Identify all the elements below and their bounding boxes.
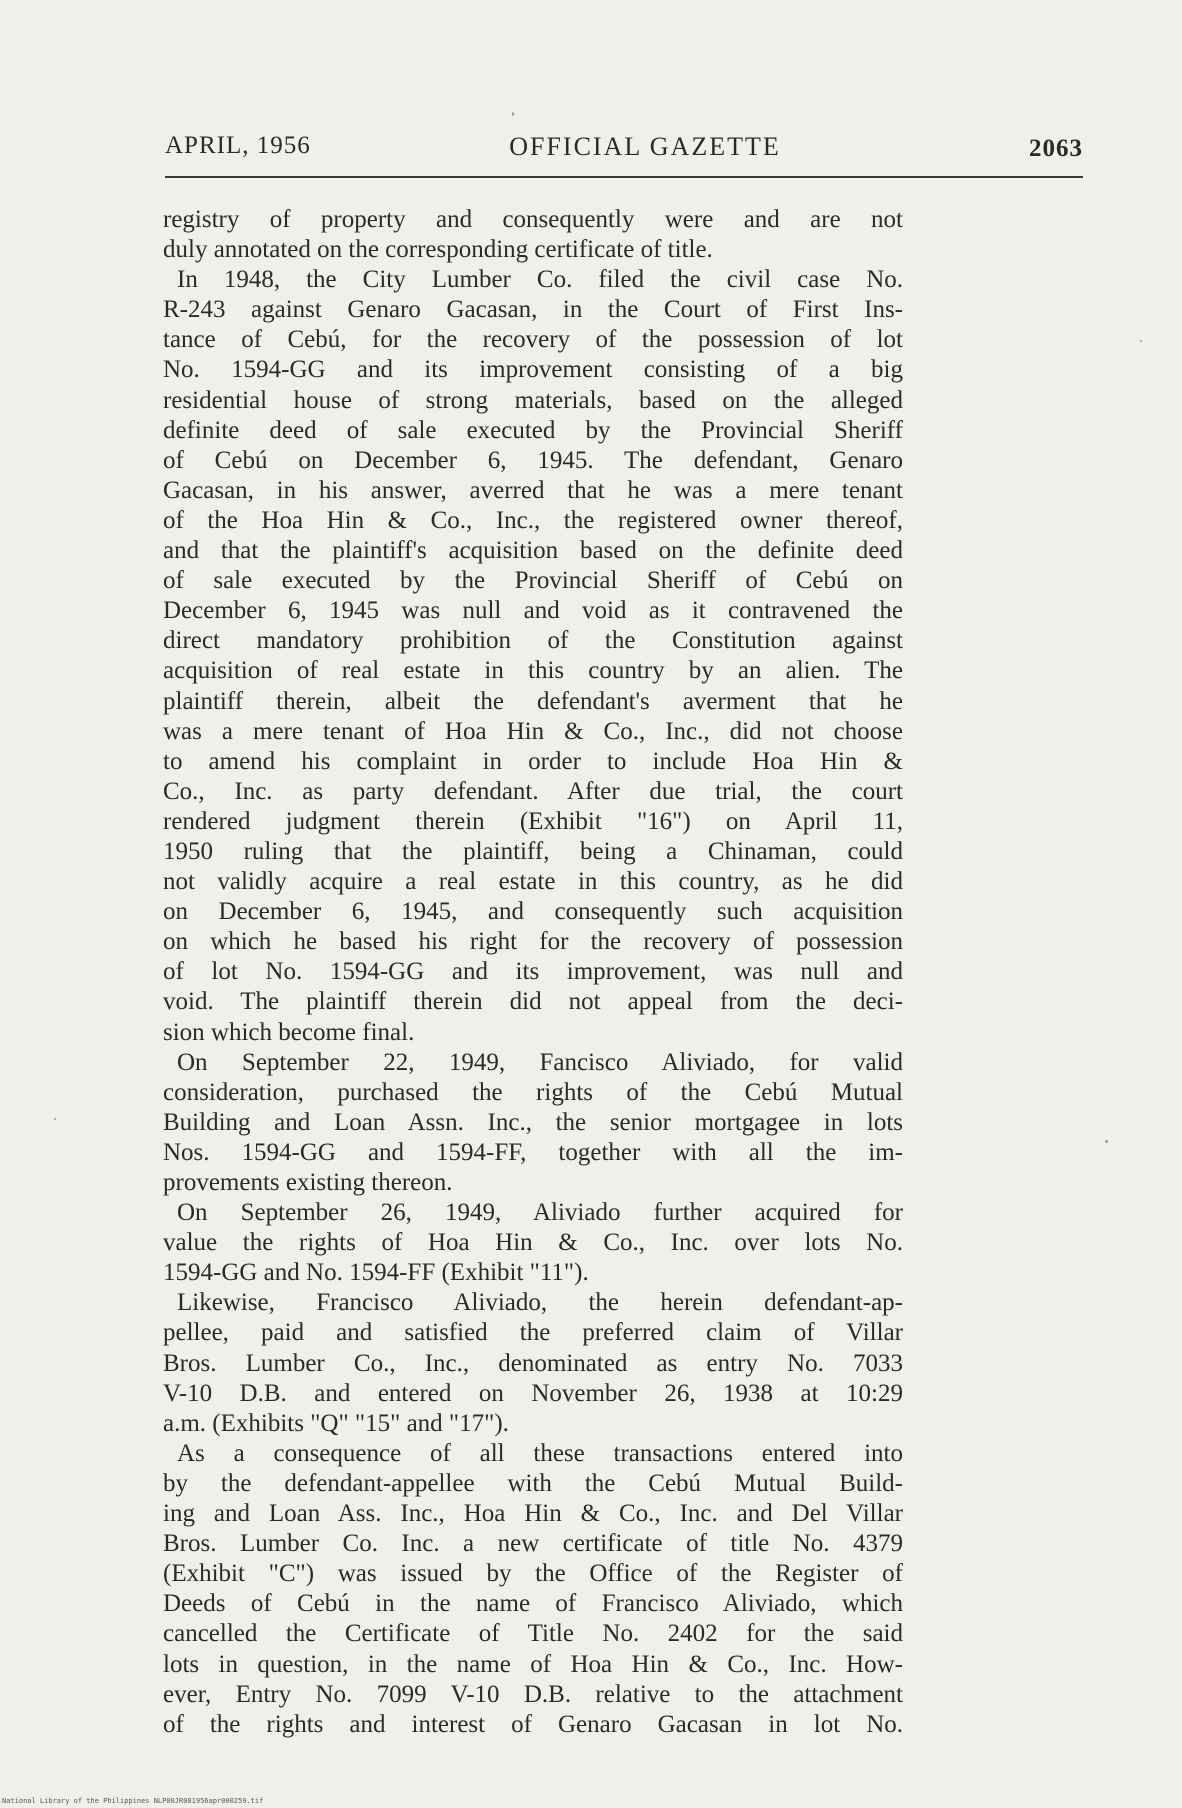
- text-line: of sale executed by the Provincial Sheriff of Cebú on: [163, 567, 903, 595]
- text-line: not validly acquire a real estate in this country, as he did: [163, 868, 903, 896]
- text-line: R-243 against Genaro Gacasan, in the Court of First Ins-: [163, 296, 903, 324]
- text-line: sion which become final.: [163, 1018, 415, 1046]
- text-line: cancelled the Certificate of Title No. 2402 for the said: [163, 1620, 903, 1648]
- text-line: Bros. Lumber Co. Inc. a new certificate of title No. 4379: [163, 1530, 903, 1558]
- text-line: on December 6, 1945, and consequently such acquisition: [163, 898, 903, 926]
- text-line: tance of Cebú, for the recovery of the possession of lot: [163, 326, 903, 354]
- text-line: and that the plaintiff's acquisition based on the definite deed: [163, 537, 903, 565]
- text-line: As a consequence of all these transactions entered into: [177, 1439, 903, 1467]
- text-line: was a mere tenant of Hoa Hin & Co., Inc., did not choose: [163, 717, 903, 745]
- text-line: Likewise, Francisco Aliviado, the herein defendant-ap-: [177, 1289, 903, 1317]
- text-line: ing and Loan Ass. Inc., Hoa Hin & Co., Inc. and Del Villar: [163, 1500, 903, 1528]
- text-line: December 6, 1945 was null and void as it contravened the: [163, 597, 903, 625]
- text-line: registry of property and consequently were and are not: [163, 206, 903, 233]
- text-line: In 1948, the City Lumber Co. filed the civil case No.: [177, 266, 903, 294]
- text-line: provements existing thereon.: [163, 1169, 453, 1196]
- text-line: by the defendant-appellee with the Cebú Mutual Build-: [163, 1469, 903, 1497]
- text-line: on which he based his right for the recovery of possession: [163, 928, 903, 956]
- text-line: rendered judgment therein (Exhibit "16") on April 11,: [163, 807, 903, 835]
- text-line: No. 1594-GG and its improvement consisting of a big: [163, 356, 903, 384]
- text-line: of the rights and interest of Genaro Gacasan in lot No.: [163, 1710, 903, 1738]
- text-line: definite deed of sale executed by the Provincial Sheriff: [163, 416, 903, 444]
- text-line: pellee, paid and satisfied the preferred claim of Villar: [163, 1319, 903, 1347]
- header-rule: [165, 176, 1083, 178]
- page-header: [165, 132, 1083, 172]
- text-line: Building and Loan Assn. Inc., the senior mortgagee in lots: [163, 1108, 903, 1136]
- text-line: lots in question, in the name of Hoa Hin & Co., Inc. How-: [163, 1650, 903, 1678]
- text-line: 1950 ruling that the plaintiff, being a Chinaman, could: [163, 837, 903, 865]
- body-text: [163, 205, 903, 1740]
- header-title: OFFICIAL GAZETTE: [509, 132, 781, 161]
- text-line: Gacasan, in his answer, averred that he was a mere tenant: [163, 476, 903, 504]
- text-line: direct mandatory prohibition of the Constitution against: [163, 627, 903, 655]
- text-line: a.m. (Exhibits "Q" "15" and "17").: [163, 1409, 509, 1437]
- text-line: to amend his complaint in order to include Hoa Hin &: [163, 747, 903, 775]
- text-line: value the rights of Hoa Hin & Co., Inc. over lots No.: [163, 1229, 903, 1257]
- text-line: Deeds of Cebú in the name of Francisco Aliviado, which: [163, 1590, 903, 1618]
- text-line: Bros. Lumber Co., Inc., denominated as entry No. 7033: [163, 1349, 903, 1377]
- text-line: plaintiff therein, albeit the defendant's averment that he: [163, 687, 903, 715]
- text-line: ever, Entry No. 7099 V-10 D.B. relative to the attachment: [163, 1680, 903, 1708]
- text-line: void. The plaintiff therein did not appeal from the deci-: [163, 988, 903, 1016]
- text-line: (Exhibit "C") was issued by the Office of the Register of: [163, 1560, 903, 1588]
- text-line: consideration, purchased the rights of the Cebú Mutual: [163, 1078, 903, 1106]
- text-line: acquisition of real estate in this country by an alien. The: [163, 657, 903, 685]
- scan-speck: [512, 112, 514, 116]
- scan-footer: National Library of the Philippines NLP00JR001956apr000259.tif: [2, 1797, 264, 1805]
- text-line: of lot No. 1594-GG and its improvement, was null and: [163, 958, 903, 986]
- header-page-number: 2063: [1029, 135, 1083, 162]
- text-line: residential house of strong materials, based on the alleged: [163, 386, 903, 414]
- text-line: Co., Inc. as party defendant. After due trial, the court: [163, 777, 903, 805]
- text-line: 1594-GG and No. 1594-FF (Exhibit "11").: [163, 1259, 589, 1287]
- text-line: Nos. 1594-GG and 1594-FF, together with all the im-: [163, 1138, 903, 1166]
- text-line: On September 22, 1949, Fancisco Aliviado, for valid: [177, 1048, 903, 1076]
- scan-speck: [1140, 340, 1142, 342]
- scan-speck: [1105, 1140, 1108, 1143]
- text-line: V-10 D.B. and entered on November 26, 1938 at 10:29: [163, 1379, 903, 1407]
- text-line: of the Hoa Hin & Co., Inc., the registered owner thereof,: [163, 506, 903, 534]
- scan-speck: [54, 1118, 56, 1120]
- text-line: of Cebú on December 6, 1945. The defendant, Genaro: [163, 446, 903, 474]
- text-line: duly annotated on the corresponding certificate of title.: [163, 236, 713, 264]
- text-line: On September 26, 1949, Aliviado further acquired for: [177, 1199, 903, 1227]
- header-date: APRIL, 1956: [165, 132, 311, 159]
